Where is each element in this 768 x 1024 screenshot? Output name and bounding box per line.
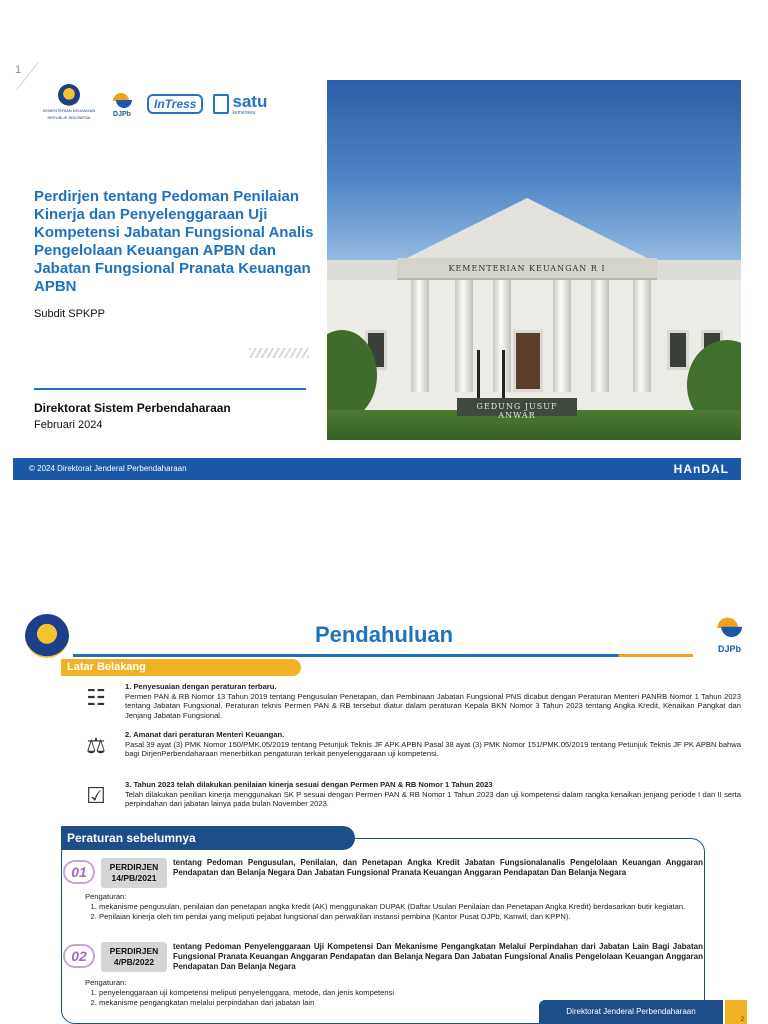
handal-logo: HAnDAL (673, 462, 729, 476)
perdirjen-description: tentang Pedoman Penyelenggaraan Uji Kompetensi Dan Mekanisme Pengangkatan Melalui Perpindahan dari Jabatan Lain Bagi Jabatan Fungsional Pranata Keuangan Anggaran Pendapatan dan Belanja Negara Dan Jabatan Fungsional Analis Pengelolaan Keuangan Anggaran Pendapatan Dan Belanja Negara (173, 942, 703, 971)
djpb-logo-text: DJPb (717, 644, 741, 654)
item-body: Pasal 39 ayat (3) PMK Nomor 150/PMK.05/2019 tentang Petunjuk Teknis JF APK APBN Pasal 38 ayat (3) PMK Nomor 151/PMK.05/2019 tentang Petunjuk Teknis JF PK APBN bahwa bagi DirjenPerbendaharaan menerbitkan pengaturan terkait penyelenggaraan uji kompetensi. (125, 739, 741, 759)
item-body: Telah dilakukan penilian kinerja menggunakan SK P sesuai dengan Permen PAN & RB Nomor 1 Tahun 2023 dan uji kompetensi dalam rangka kenaikan jenjang periode I dan II serta perpindahan dari jabatan lainya pada bulan November 2023. (125, 789, 741, 809)
list-item: 2. mekanisme pengangkatan melalui perpindahan dari jabatan lain (99, 998, 703, 1008)
entry-number: 02 (63, 944, 95, 968)
pendahuluan-slide (13, 608, 755, 1024)
list-item: 1. penyelenggaraan uji kompetensi meliputi penyelenggara, metode, dan jenis kompetensi (99, 988, 703, 998)
list-item: 1. mekanisme pengusulan, penilaian dan penetapan angka kredit (AK) menggunakan DUPAK (Daftar Usulan Penilaian dan Penetapan Angka Kredit) berdasarkan butir kegiatan. (99, 902, 703, 912)
slide-title: Pendahuluan (314, 622, 454, 647)
title-slide (13, 60, 741, 480)
item-heading: 2. Amanat dari peraturan Menteri Keuangan. (125, 730, 285, 739)
divider (34, 388, 306, 390)
kemenkeu-logo-text: KEMENTERIAN KEUANGAN (42, 108, 96, 113)
copyright-text: © 2024 Direktorat Jenderal Perbendaharaan (29, 464, 187, 473)
intress-logo: InTress (147, 94, 203, 114)
building-inscription: KEMENTERIAN KEUANGAN R I (397, 258, 657, 280)
decorative-stripes (249, 348, 309, 358)
peraturan-sebelumnya-banner: Peraturan sebelumnya (61, 826, 355, 850)
perdirjen-description: tentang Pedoman Pengusulan, Penilaian, dan Penetapan Angka Kredit Jabatan Fungsionalanalis Pengelolaan Keuangan Anggaran Pendapatan dan Belanja Negara Dan Jabatan Fungsional Pranata Keuangan Anggaran Pendapatan Dan Belanja Negara (173, 858, 703, 877)
slide-subtitle: Subdit SPKPP (34, 308, 105, 320)
building-photo (327, 80, 741, 440)
hierarchy-icon: ☷ (86, 685, 106, 710)
satu-logo-subtext: kemenkeu (232, 109, 256, 116)
djpb-mark-icon (715, 615, 744, 641)
organization-name: Direktorat Sistem Perbendaharaan (34, 401, 231, 415)
latar-belakang-banner: Latar Belakang (61, 659, 301, 676)
perdirjen-badge: PERDIRJEN 4/PB/2022 (101, 942, 167, 972)
pengaturan-list: Pengaturan: 1. mekanisme pengusulan, penilaian dan penetapan angka kredit (AK) menggunakan DUPAK (Daftar Usulan Penilaian dan Penetapan Angka Kredit) berdasarkan butir kegiatan. 2. Penilaian kinerja oleh tim penilai yang meliputi pejabat fungsional dan perwakilan instansi pembina (Kantor Pusat DJPb, Kanwil, dan KPPN). (85, 892, 703, 922)
page-number-tab: 2 (725, 1000, 747, 1024)
djpb-logo (718, 618, 741, 654)
item-body: Permen PAN & RB Nomor 13 Tahun 2019 tentang Pengusulan Penetapan, dan Pembinaan Jabatan Fungsional PNS dicabut dengan Peraturan Menteri PANRB Nomor 1 Tahun 2023 tentang Jabatan Fungsional. Peraturan teknis Permen PAN & RB tersebut diatur dalam peraturan Kepala BKN Nomor 3 Tahun 2023 tentang Angka Kredit, Kenaikan Pangkat dan Jenjang Jabatan Fungsional. (125, 691, 741, 720)
kemenkeu-logo-subtext: REPUBLIK INDONESIA (47, 115, 91, 120)
slide-footer (13, 458, 741, 480)
slide-date: Februari 2024 (34, 419, 103, 431)
title-underline (73, 654, 693, 657)
satu-kemenkeu-logo (213, 93, 267, 116)
kemenkeu-logo (41, 84, 97, 124)
garuda-emblem-icon (58, 84, 80, 106)
entry-number: 01 (63, 860, 95, 884)
list-item: 2. Penilaian kinerja oleh tim penilai yang meliputi pejabat fungsional dan perwakilan instansi pembina (Kantor Pusat DJPb, Kanwil, dan KPPN). (99, 912, 703, 922)
scales-icon: ⚖ (86, 733, 106, 758)
satu-mark-icon (213, 94, 229, 114)
logo-bar (41, 84, 267, 124)
djpb-logo-text: DJPb (113, 110, 131, 118)
slide-title: Perdirjen tentang Pedoman Penilaian Kinerja dan Penyelenggaraan Uji Kompetensi Jabatan Fungsional Analis Pengelolaan Keuangan APBN dan Jabatan Fungsional Pranata Keuangan APBN (34, 188, 314, 295)
item-heading: 1. Penyesuaian dengan peraturan terbaru. (125, 682, 277, 691)
pengaturan-list: Pengaturan: 1. penyelenggaraan uji kompetensi meliputi penyelenggara, metode, dan jenis kompetensi 2. mekanisme pengangkatan melalui perpindahan dari jabatan lain (85, 978, 703, 1008)
title-block (34, 188, 334, 320)
slide-number: 1 (15, 64, 22, 76)
perdirjen-badge: PERDIRJEN 14/PB/2021 (101, 858, 167, 888)
building-sign: GEDUNG JUSUF ANWAR (457, 398, 577, 416)
satu-logo-text: satu (232, 91, 268, 111)
assessment-icon: ☑ (86, 783, 106, 808)
djpb-mark-icon (111, 91, 133, 111)
djpb-logo (107, 91, 137, 118)
item-heading: 3. Tahun 2023 telah dilakukan penilaian kinerja sesuai dengan Permen PAN & RB Nomor 1 Tahun 2023 (125, 780, 493, 789)
slide-footer: Direktorat Jenderal Perbendaharaan (539, 1000, 723, 1024)
